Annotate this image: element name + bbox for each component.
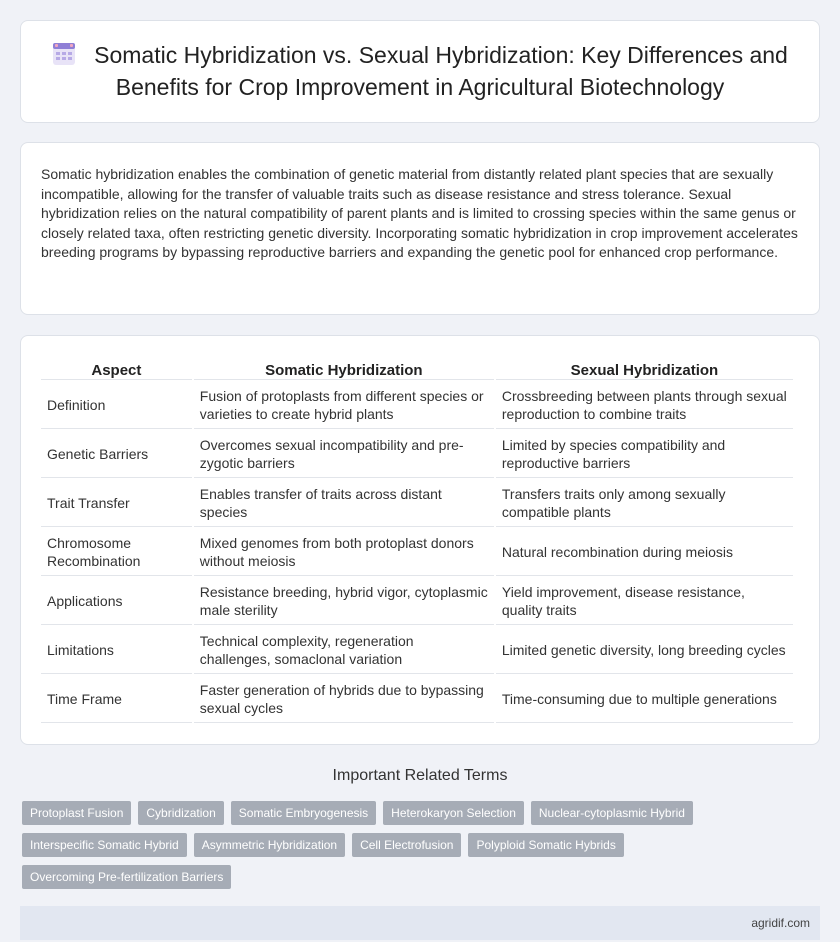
row-aspect: Genetic Barriers (41, 431, 192, 478)
row-somatic: Faster generation of hybrids due to bypassing sexual cycles (194, 676, 494, 723)
row-aspect: Definition (41, 382, 192, 429)
footer-bar (20, 906, 820, 940)
table-row (41, 578, 793, 625)
tag-nuclear-cytoplasmic-hybrid[interactable]: Nuclear-cytoplasmic Hybrid (531, 801, 693, 825)
row-sexual: Transfers traits only among sexually compatible plants (496, 480, 793, 527)
tag-somatic-embryogenesis[interactable]: Somatic Embryogenesis (231, 801, 376, 825)
header-aspect: Aspect (41, 358, 192, 380)
intro-card (20, 142, 820, 315)
row-aspect: Applications (41, 578, 192, 625)
tag-interspecific-somatic-hybrid[interactable]: Interspecific Somatic Hybrid (22, 833, 187, 857)
table-header-row (41, 358, 793, 380)
table-row (41, 529, 793, 576)
row-somatic: Fusion of protoplasts from different species or varieties to create hybrid plants (194, 382, 494, 429)
table-row (41, 382, 793, 429)
row-sexual: Crossbreeding between plants through sexual reproduction to combine traits (496, 382, 793, 429)
row-sexual: Yield improvement, disease resistance, quality traits (496, 578, 793, 625)
title-card (20, 20, 820, 123)
tag-polyploid-somatic-hybrids[interactable]: Polyploid Somatic Hybrids (468, 833, 623, 857)
comparison-table-card (20, 335, 820, 745)
row-somatic: Enables transfer of traits across distant species (194, 480, 494, 527)
tag-overcoming-pre-fertilization-barriers[interactable]: Overcoming Pre-fertilization Barriers (22, 865, 231, 889)
table-row (41, 627, 793, 674)
row-somatic: Resistance breeding, hybrid vigor, cytoplasmic male sterility (194, 578, 494, 625)
row-aspect: Chromosome Recombination (41, 529, 192, 576)
row-sexual: Time-consuming due to multiple generations (496, 676, 793, 723)
row-sexual: Natural recombination during meiosis (496, 529, 793, 576)
header-somatic: Somatic Hybridization (194, 358, 494, 380)
tag-heterokaryon-selection[interactable]: Heterokaryon Selection (383, 801, 524, 825)
row-sexual: Limited by species compatibility and reproductive barriers (496, 431, 793, 478)
intro-paragraph: Somatic hybridization enables the combination of genetic material from distantly related plant species that are sexually incompatible, allowing for the transfer of valuable traits such as disease resistance and stress tolerance. Sexual hybridization relies on the natural compatibility of parent plants and is limited to crossing species within the same genus or closely related taxa, often restricting genetic diversity. Incorporating somatic hybridization in crop improvement accelerates breeding programs by bypassing reproductive barriers and expanding the genetic pool for enhanced crop performance. (41, 166, 798, 261)
row-somatic: Overcomes sexual incompatibility and pre-zygotic barriers (194, 431, 494, 478)
footer-site[interactable]: agridif.com (751, 916, 810, 930)
table-row (41, 480, 793, 527)
page-title (51, 41, 789, 102)
comparison-table (39, 356, 795, 725)
row-somatic: Technical complexity, regeneration challenges, somaclonal variation (194, 627, 494, 674)
row-aspect: Trait Transfer (41, 480, 192, 527)
header-sexual: Sexual Hybridization (496, 358, 793, 380)
table-grid-icon (52, 42, 76, 73)
tag-cell-electrofusion[interactable]: Cell Electrofusion (352, 833, 461, 857)
related-terms-title: Important Related Terms (332, 767, 508, 784)
table-row (41, 676, 793, 723)
table-row (41, 431, 793, 478)
tag-asymmetric-hybridization[interactable]: Asymmetric Hybridization (194, 833, 345, 857)
row-somatic: Mixed genomes from both protoplast donors without meiosis (194, 529, 494, 576)
row-sexual: Limited genetic diversity, long breeding cycles (496, 627, 793, 674)
tag-protoplast-fusion[interactable]: Protoplast Fusion (22, 801, 131, 825)
related-terms-list (22, 801, 818, 889)
tag-cybridization[interactable]: Cybridization (138, 801, 223, 825)
row-aspect: Time Frame (41, 676, 192, 723)
page-title-text: Somatic Hybridization vs. Sexual Hybridization: Key Differences and Benefits for Crop Improvement in Agricultural Biotechnology (94, 42, 788, 100)
row-aspect: Limitations (41, 627, 192, 674)
